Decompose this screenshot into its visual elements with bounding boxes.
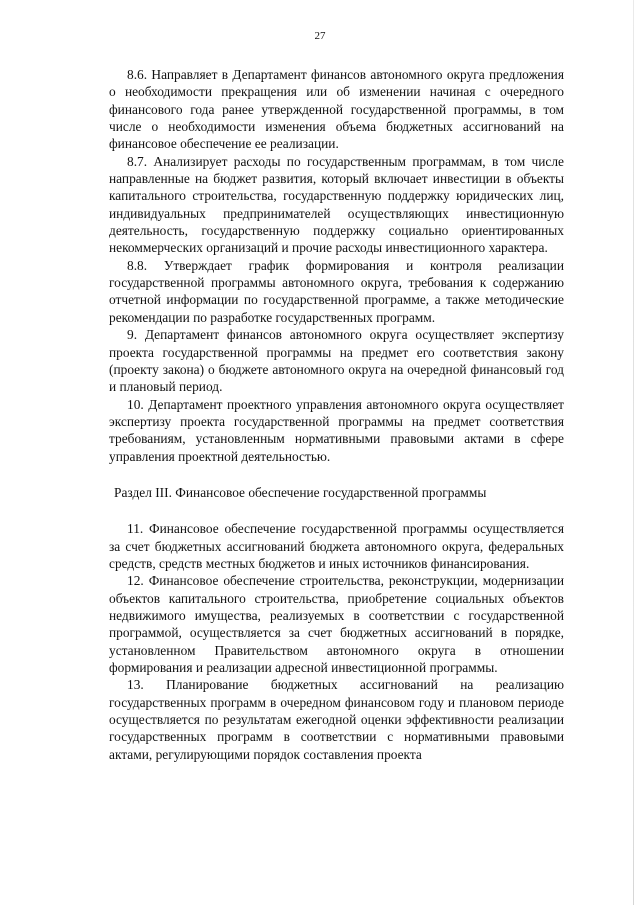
paragraph-8-6: 8.6. Направляет в Департамент финансов автономного округа предложения о необходимости прекращения или об изменении начиная с очередного финансового года ранее утвержденной государственной программы, в том числе о необходимости изменения объема бюджетных ассигнований на финансовое обеспечение ее реализации. (109, 67, 564, 152)
section-heading: Раздел III. Финансовое обеспечение государственной программы (114, 484, 487, 500)
scan-edge-line (633, 0, 634, 905)
paragraph-9: 9. Департамент финансов автономного округа осуществляет экспертизу проекта государственной программы на предмет его соответствия закону (проекту закона) о бюджете автономного округа на очередной финансовый год и плановый период. (109, 327, 564, 395)
document-body (109, 66, 564, 763)
paragraph-10: 10. Департамент проектного управления автономного округа осуществляет экспертизу проекта государственной программы на предмет соответствия требованиям, установленным нормативными правовыми актами в сфере управления проектной деятельностью. (109, 396, 564, 464)
page-number: 27 (314, 30, 326, 42)
paragraph-8-8: 8.8. Утверждает график формирования и контроля реализации государственной программы автономного округа, требования к содержанию отчетной информации по государственной программе, а также методические рекомендации по разработке государственных программ. (109, 257, 564, 325)
paragraph-11: 11. Финансовое обеспечение государственной программы осуществляется за счет бюджетных ассигнований бюджета автономного округа, федеральных средств, средств местных бюджетов и иных источников финансирования. (109, 521, 564, 571)
paragraph-8-7: 8.7. Анализирует расходы по государственным программам, в том числе направленные на бюджет развития, который включает инвестиции в объекты капитального строительства, государственную поддержку юридических лиц, индивидуальных предпринимателей осуществляющих инвестиционную деятельность, государственную поддержку социально ориентированных некоммерческих организаций и прочие расходы инвестиционного характера. (109, 153, 564, 256)
paragraph-13: 13. Планирование бюджетных ассигнований на реализацию государственных программ в очередном финансовом году и плановом периоде осуществляется по результатам ежегодной оценки эффективности реализации государственных программ в соответствии с нормативными правовыми актами, регулирующими порядок составления проекта (109, 677, 564, 762)
paragraph-12: 12. Финансовое обеспечение строительства, реконструкции, модернизации объектов капитального строительства, приобретение социальных объектов недвижимого имущества, реализуемых в соответствии с государственной программой, осуществляется за счет бюджетных ассигнований в порядке, установленном Правительством автономного округа в отношении формирования и реализации адресной инвестиционной программы. (109, 573, 564, 675)
